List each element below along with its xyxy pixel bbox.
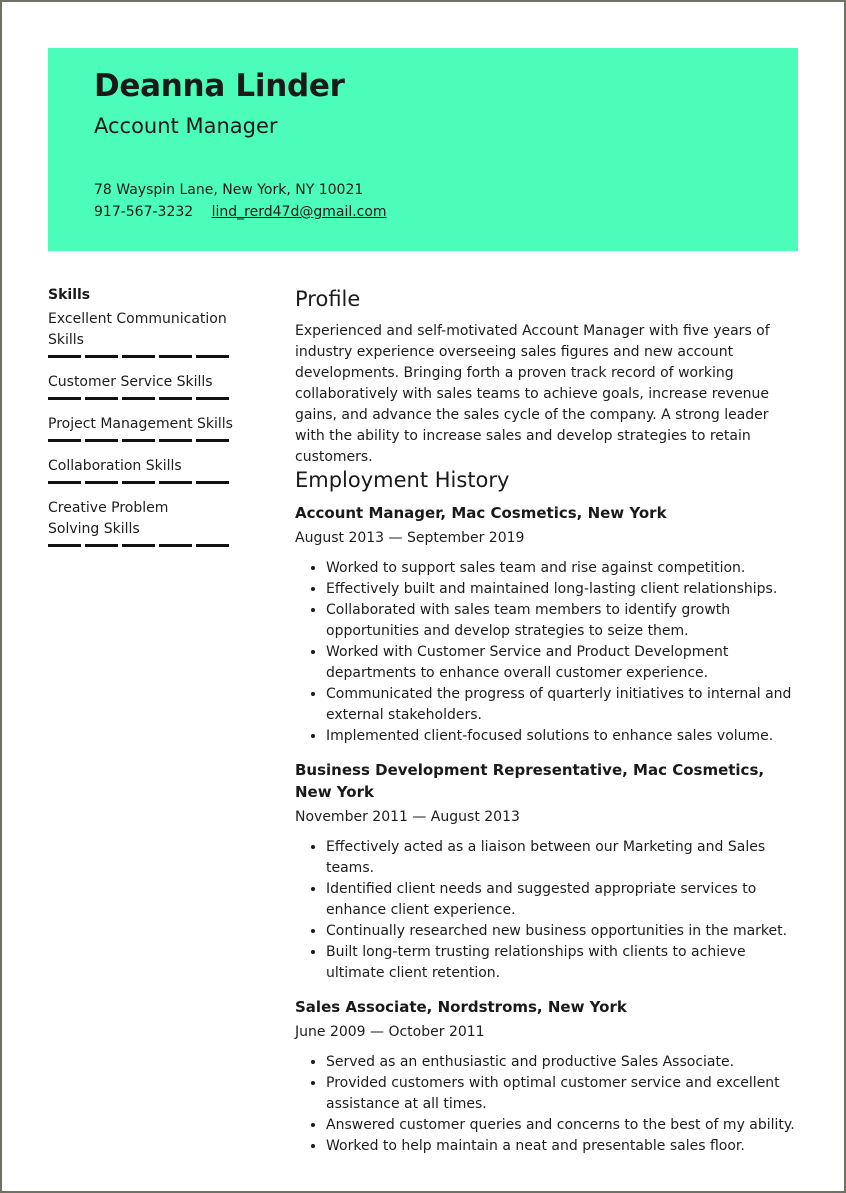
skill-level-bar bbox=[48, 544, 229, 547]
job-entry bbox=[295, 502, 801, 747]
bullet-item: • Implemented client-focused solutions to enhance sales volume. bbox=[326, 726, 801, 747]
job-bullets bbox=[295, 1052, 801, 1157]
resume-header bbox=[48, 48, 798, 251]
bullet-item: • Effectively built and maintained long-lasting client relationships. bbox=[326, 579, 801, 600]
bullet-item: • Worked to support sales team and rise against competition. bbox=[326, 558, 801, 579]
address: 78 Wayspin Lane, New York, NY 10021 bbox=[94, 182, 364, 198]
bullet-item: • Provided customers with optimal customer service and excellent assistance at all times. bbox=[326, 1073, 801, 1115]
skill-label: Collaboration Skills bbox=[48, 458, 182, 474]
bullet-item: • Collaborated with sales team members to identify growth opportunities and develop strategies to seize them. bbox=[326, 600, 801, 642]
skill-item bbox=[48, 309, 233, 358]
bullet-item: • Identified client needs and suggested appropriate services to enhance client experience. bbox=[326, 879, 801, 921]
bullet-item: • Communicated the progress of quarterly initiatives to internal and external stakeholders. bbox=[326, 684, 801, 726]
skill-level-bar bbox=[48, 439, 229, 442]
profile-heading: Profile bbox=[295, 287, 361, 311]
skill-item bbox=[48, 456, 233, 484]
resume-page bbox=[2, 2, 844, 1191]
job-bullets bbox=[295, 837, 801, 984]
phone: 917-567-3232 bbox=[94, 204, 194, 220]
candidate-title: Account Manager bbox=[94, 114, 278, 138]
contact-line bbox=[94, 204, 387, 220]
skills-section bbox=[48, 287, 233, 561]
bullet-item: • Worked with Customer Service and Product Development departments to enhance overall customer experience. bbox=[326, 642, 801, 684]
skill-item bbox=[48, 414, 233, 442]
skill-label: Creative Problem Solving Skills bbox=[48, 500, 169, 537]
skill-label: Customer Service Skills bbox=[48, 374, 213, 390]
job-title: Account Manager, Mac Cosmetics, New York bbox=[295, 504, 667, 522]
bullet-item: • Worked to help maintain a neat and presentable sales floor. bbox=[326, 1136, 801, 1157]
job-bullets bbox=[295, 558, 801, 747]
email-link[interactable]: lind_rerd47d@gmail.com bbox=[211, 204, 387, 220]
job-title: Sales Associate, Nordstroms, New York bbox=[295, 998, 627, 1016]
bullet-item: • Effectively acted as a liaison between our Marketing and Sales teams. bbox=[326, 837, 801, 879]
job-entry bbox=[295, 996, 801, 1157]
skill-item bbox=[48, 498, 233, 547]
skill-label: Excellent Communication Skills bbox=[48, 311, 227, 348]
job-dates: June 2009 — October 2011 bbox=[295, 1024, 485, 1040]
job-entry bbox=[295, 759, 801, 984]
job-dates: August 2013 — September 2019 bbox=[295, 530, 525, 546]
skill-item bbox=[48, 372, 233, 400]
job-title: Business Development Representative, Mac Cosmetics, New York bbox=[295, 761, 765, 801]
skill-level-bar bbox=[48, 481, 229, 484]
job-dates: November 2011 — August 2013 bbox=[295, 809, 520, 825]
skill-level-bar bbox=[48, 355, 229, 358]
skill-label: Project Management Skills bbox=[48, 416, 233, 432]
skills-heading: Skills bbox=[48, 287, 91, 303]
candidate-name: Deanna Linder bbox=[94, 68, 345, 104]
employment-heading: Employment History bbox=[295, 468, 510, 492]
main-content bbox=[295, 287, 801, 1157]
bullet-item: • Answered customer queries and concerns to the best of my ability. bbox=[326, 1115, 801, 1136]
bullet-item: • Built long-term trusting relationships with clients to achieve ultimate client retention. bbox=[326, 942, 801, 984]
skill-level-bar bbox=[48, 397, 229, 400]
bullet-item: • Continually researched new business opportunities in the market. bbox=[326, 921, 801, 942]
profile-summary: Experienced and self-motivated Account Manager with five years of industry experience overseeing sales figures and new account developments. Bringing forth a proven track record of working collaboratively with sales teams to achieve goals, increase revenue gains, and advance the sales cycle of the company. A strong leader with the ability to increase sales and develop strategies to retain customers. bbox=[295, 323, 770, 465]
bullet-item: • Served as an enthusiastic and productive Sales Associate. bbox=[326, 1052, 801, 1073]
